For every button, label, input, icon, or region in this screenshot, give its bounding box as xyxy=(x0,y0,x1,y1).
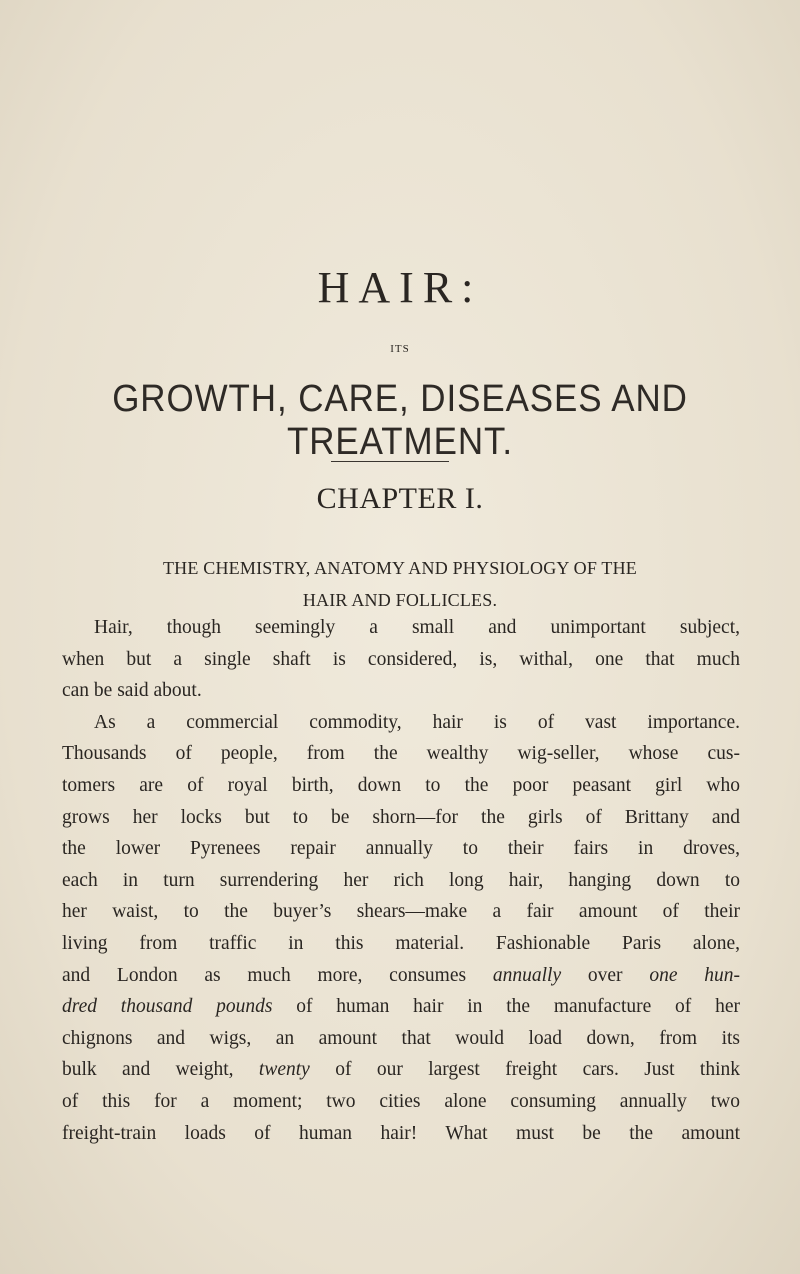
line-9-text-b: over xyxy=(587,964,623,986)
paragraph-2-line-13: of this for a moment; two cities alone consuming annually two xyxy=(62,1090,740,1112)
emphasis-thousand-pounds: dred thousand pounds xyxy=(62,996,273,1018)
paragraph-2-line-9 xyxy=(62,960,740,992)
paragraph-2-line-14: freight-train loads of human hair! What must be the amount xyxy=(62,1122,740,1144)
paragraph-1-line-2: when but a single shaft is considered, is, withal, one that much xyxy=(62,648,740,670)
chapter-title-line-1: THE CHEMISTRY, ANATOMY AND PHYSIOLOGY OF THE xyxy=(162,558,637,578)
chapter-title xyxy=(0,552,800,616)
paragraph-1-line-1: Hair, though seemingly a small and unimportant subject, xyxy=(94,617,740,638)
line-9-text-a: and London as much more, consumes xyxy=(62,964,467,986)
paragraph-2-line-8: living from traffic in this material. Fashionable Paris alone, xyxy=(62,932,740,954)
emphasis-one-hundred: one hun- xyxy=(649,964,741,986)
paragraph-2-line-2: Thousands of people, from the wealthy wig-seller, whose cus- xyxy=(62,743,740,765)
paragraph-2-line-1: As a commercial commodity, hair is of vast importance. xyxy=(94,711,740,733)
emphasis-twenty: twenty xyxy=(258,1059,310,1081)
line-12-text-b: of our largest freight cars. Just think xyxy=(335,1059,741,1081)
divider-rule xyxy=(331,461,449,462)
paragraph-2-line-4: grows her locks but to be shorn—for the girls of Brittany and xyxy=(62,806,740,828)
paragraph-1-line-3: can be said about. xyxy=(62,680,202,702)
paragraph-2-line-5: the lower Pyrenees repair annually to their fairs in droves, xyxy=(62,838,740,860)
paragraph-2-line-7: her waist, to the buyer’s shears—make a fair amount of their xyxy=(62,901,740,923)
paragraph-2-line-6: each in turn surrendering her rich long hair, hanging down to xyxy=(62,869,740,891)
paragraph-2-line-3: tomers are of royal birth, down to the poor peasant girl who xyxy=(62,774,740,796)
book-title: HAIR: xyxy=(317,263,483,312)
chapter-heading: CHAPTER I. xyxy=(316,482,484,515)
emphasis-annually: annually xyxy=(492,964,562,986)
paragraph-2-line-10 xyxy=(62,991,740,1023)
paragraph-2-line-12 xyxy=(62,1054,740,1086)
paragraph-2-line-11: chignons and wigs, an amount that would load down, from its xyxy=(62,1027,740,1049)
body-text xyxy=(62,612,740,1149)
its-label: ITS xyxy=(390,343,410,355)
line-10-text-b: of human hair in the manufacture of her xyxy=(296,996,740,1018)
chapter-title-line-2: HAIR AND FOLLICLES. xyxy=(302,590,498,610)
line-12-text-a: bulk and weight, xyxy=(62,1059,234,1081)
book-subtitle: GROWTH, CARE, DISEASES AND TREATMENT. xyxy=(112,378,688,463)
